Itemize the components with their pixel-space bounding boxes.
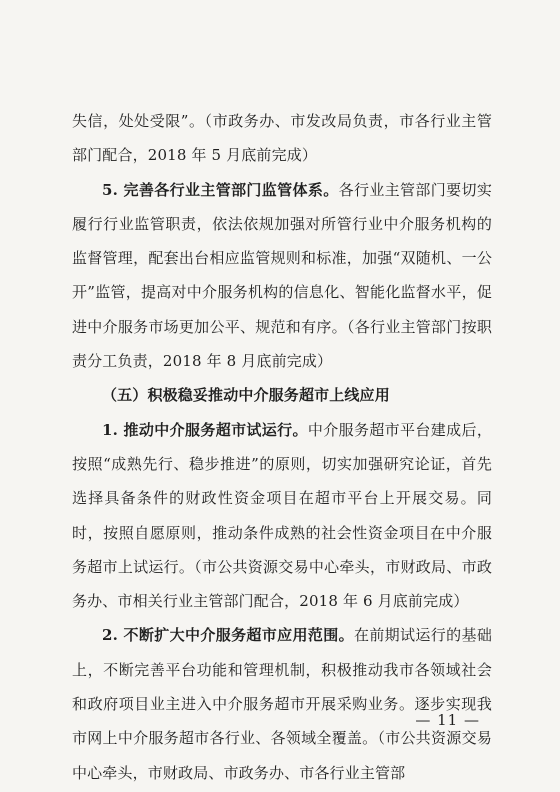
item-body: 各行业主管部门要切实履行行业监管职责，依法依规加强对所管行业中介服务机构的监督管理，配套出台相应监管规则和标准，加强“双随机、一公开”监管，提高对中介服务机构的信息化、智能化监督水平，促进中介服务市场更加公平、规范和有序。（各行业主管部门按职责分工负责，2018 年 8 月底前完成） xyxy=(72,180,492,371)
item-body: 在前期试运行的基础上，不断完善平台功能和管理机制，积极推动我市各领域社会和政府项目业主进入中介服务超市开展采购业务。逐步实现我市网上中介服务超市各行业、各领域全覆盖。（市公共资源交易中心牵头，市财政局、市政务办、市各行业主管部 xyxy=(72,626,492,782)
item-title: 1. 推动中介服务超市试运行。 xyxy=(102,420,308,439)
document-body xyxy=(72,104,492,790)
paragraph-item-2 xyxy=(72,618,492,789)
item-title: 2. 不断扩大中介服务超市应用范围。 xyxy=(102,626,354,645)
paragraph-continuation: 失信，处处受限”。（市政务办、市发改局负责，市各行业主管部门配合，2018 年 5 月底前完成） xyxy=(72,112,492,165)
item-body: 中介服务超市平台建成后，按照“成熟先行、稳步推进”的原则，切实加强研究论证，首先选择具备条件的财政性资金项目在超市平台上开展交易。同时，按照自愿原则，推动条件成熟的社会性资金项目在中介服务超市上试运行。（市公共资源交易中心牵头，市财政局、市政务办、市相关行业主管部门配合，2018 年 6 月底前完成） xyxy=(72,420,492,611)
item-title: 5. 完善各行业主管部门监管体系。 xyxy=(102,180,339,199)
section-heading: （五）积极稳妥推动中介服务超市上线应用 xyxy=(102,386,390,405)
page-number: — 11 — xyxy=(415,711,480,729)
paragraph-item-1 xyxy=(72,413,492,619)
paragraph-item-5 xyxy=(72,173,492,379)
